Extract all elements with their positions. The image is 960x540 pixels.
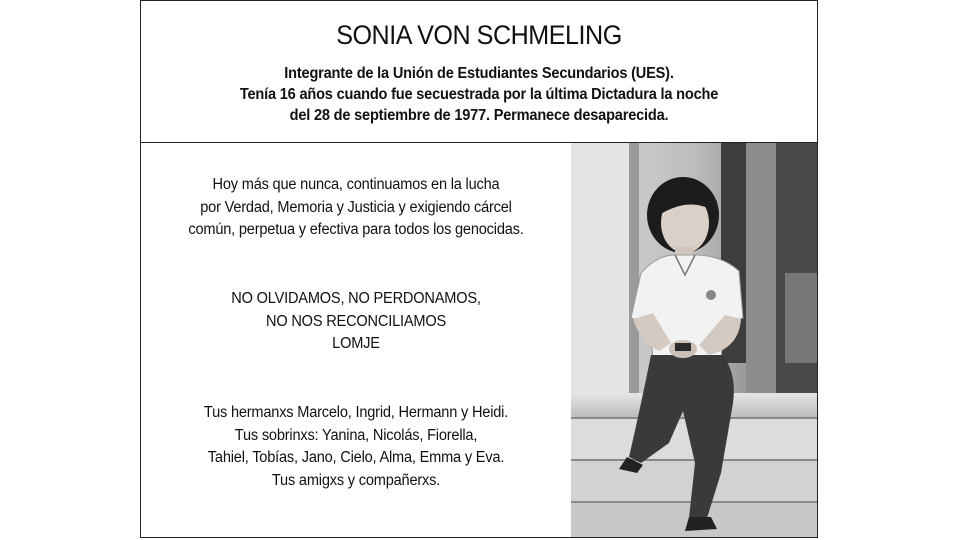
portrait-photo-illustration bbox=[571, 143, 817, 537]
person-name: SONIA VON SCHMELING bbox=[336, 20, 622, 50]
bio-line: Tenía 16 años cuando fue secuestrada por la última Dictadura la noche bbox=[239, 86, 719, 103]
slogan-paragraph bbox=[154, 288, 558, 356]
text-line: Tahiel, Tobías, Jano, Cielo, Alma, Emma y Eva. bbox=[207, 449, 505, 466]
text-line: Tus amigxs y compañerxs. bbox=[271, 471, 441, 489]
text-line: NO NOS RECONCILIAMOS bbox=[265, 312, 447, 330]
bio-text bbox=[161, 63, 796, 126]
text-line: LOMJE bbox=[332, 335, 380, 352]
text-line: común, perpetua y efectiva para todos los genocidas. bbox=[188, 221, 524, 238]
struggle-paragraph bbox=[154, 174, 558, 242]
text-line: por Verdad, Memoria y Justicia y exigiendo cárcel bbox=[200, 198, 512, 216]
portrait-photo bbox=[571, 143, 817, 537]
text-line: Hoy más que nunca, continuamos en la lucha bbox=[212, 176, 500, 193]
text-line: Tus sobrinxs: Yanina, Nicolás, Fiorella, bbox=[234, 426, 478, 444]
text-line: Tus hermanxs Marcelo, Ingrid, Hermann y Heidi. bbox=[203, 404, 509, 421]
bio-line: del 28 de septiembre de 1977. Permanece desaparecida. bbox=[289, 107, 669, 124]
bio-line: Integrante de la Unión de Estudiantes Secundarios (UES). bbox=[284, 65, 674, 82]
memorial-notice bbox=[140, 0, 818, 538]
notice-header bbox=[141, 1, 817, 143]
message-column bbox=[141, 143, 571, 537]
family-paragraph bbox=[154, 402, 558, 492]
text-line: NO OLVIDAMOS, NO PERDONAMOS, bbox=[231, 290, 481, 307]
